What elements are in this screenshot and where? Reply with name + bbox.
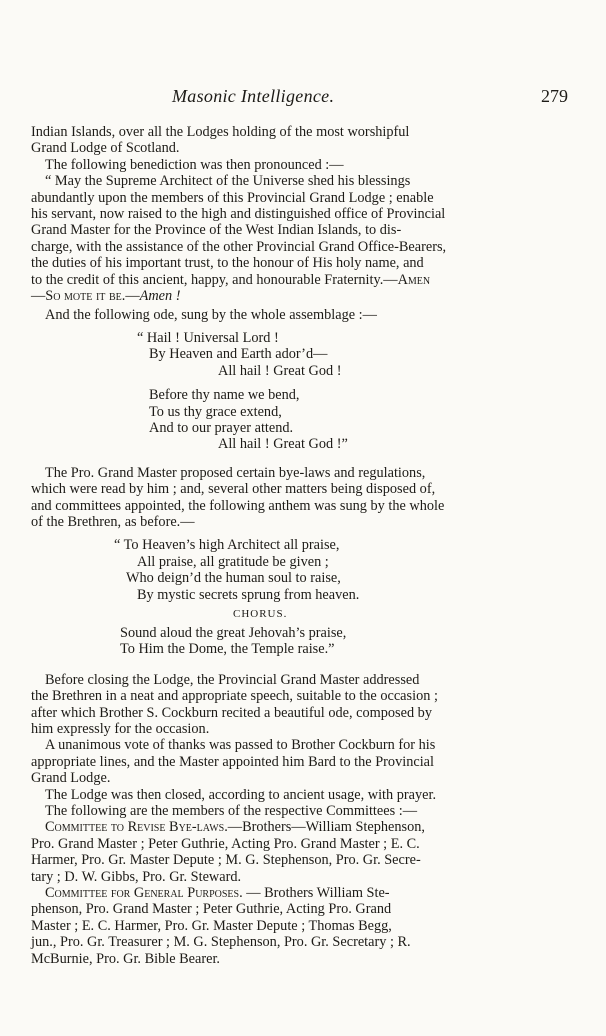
text-line: abundantly upon the members of this Provincial Grand Lodge ; enable (31, 189, 434, 206)
paragraph-benediction (31, 173, 576, 304)
paragraph-committee-general-purposes (31, 885, 576, 967)
text-line (31, 288, 576, 304)
text-line: which were read by him ; and, several other matters being disposed of, (31, 481, 436, 498)
amen-italic-text: Amen ! (139, 288, 181, 305)
text-line (31, 885, 576, 901)
text-line: appropriate lines, and the Master appointed him Bard to the Provincial (31, 753, 434, 770)
page-body (31, 124, 576, 967)
text-line: tary ; D. W. Gibbs, Pro. Gr. Steward. (31, 868, 242, 885)
verse-line: To us thy grace extend, (149, 403, 282, 420)
text-line: The Pro. Grand Master proposed certain bye-laws and regulations, (45, 464, 426, 481)
text-line: the duties of his important trust, to the honour of His holy name, and (31, 255, 424, 272)
verse-line: “ Hail ! Universal Lord ! (137, 329, 279, 346)
verse-line: And to our prayer attend. (149, 419, 294, 436)
text-line: his servant, now raised to the high and distinguished office of Provincial (31, 206, 446, 223)
text-segment: to the credit of this ancient, happy, and honourable Fraternity.— (31, 271, 398, 288)
verse-line: All hail ! Great God !” (218, 436, 348, 453)
verse-line: By mystic secrets sprung from heaven. (137, 586, 360, 603)
verse-line: By Heaven and Earth ador’d— (149, 346, 328, 363)
text-line: after which Brother S. Cockburn recited a beautiful ode, composed by (31, 704, 432, 721)
text-line (31, 272, 576, 288)
committee-heading: Committee for General Purposes. (45, 885, 243, 902)
so-mote-it-be-text: —So mote it be.— (31, 288, 140, 305)
text-line: and committees appointed, the following anthem was sung by the whole (31, 497, 445, 514)
text-segment: — Brothers William Ste- (242, 885, 390, 902)
paragraph-closing-address (31, 672, 576, 738)
paragraph-committees-intro: The following are the members of the respective Committees :— (45, 803, 418, 820)
text-line (31, 819, 576, 835)
text-line: Grand Master for the Province of the West Indian Islands, to dis- (31, 222, 402, 239)
verse-line: All praise, all gratitude be given ; (137, 553, 329, 570)
paragraph-lodge-closed: The Lodge was then closed, according to ancient usage, with prayer. (45, 786, 437, 803)
text-line: him expressly for the occasion. (31, 721, 210, 737)
anthem-verse (114, 537, 576, 657)
paragraph-continuation (31, 124, 576, 157)
text-line: Before closing the Lodge, the Provincial Grand Master addressed (45, 671, 420, 688)
text-line: Pro. Grand Master ; Peter Guthrie, Acting Pro. Grand Master ; E. C. (31, 835, 420, 852)
text-line: charge, with the assistance of the other Provincial Grand Office-Bearers, (31, 238, 447, 255)
paragraph-ode-intro: And the following ode, sung by the whole assemblage :— (45, 307, 377, 324)
chorus-label: CHORUS. (233, 607, 288, 620)
text-line: Harmer, Pro. Gr. Master Depute ; M. G. Stephenson, Pro. Gr. Secre- (31, 852, 421, 869)
paragraph-committee-bye-laws (31, 819, 576, 885)
page-number: 279 (541, 86, 568, 106)
amen-text: Amen (397, 271, 431, 288)
verse-line: To Him the Dome, the Temple raise.” (120, 641, 335, 658)
page-header (0, 86, 606, 110)
running-title: Masonic Intelligence. (172, 86, 335, 106)
text-line: Grand Lodge of Scotland. (31, 140, 180, 157)
paragraph-bye-laws (31, 465, 576, 531)
text-line: McBurnie, Pro. Gr. Bible Bearer. (31, 950, 221, 967)
text-line: the Brethren in a neat and appropriate speech, suitable to the occasion ; (31, 688, 438, 705)
verse-line: Before thy name we bend, (149, 387, 300, 404)
text-line: Grand Lodge. (31, 770, 111, 787)
text-line: Indian Islands, over all the Lodges holding of the most worshipful (31, 124, 410, 140)
paragraph-benediction-intro: The following benediction was then pronounced :— (45, 156, 344, 173)
text-line: “ May the Supreme Architect of the Universe shed his blessings (45, 173, 411, 190)
text-line: jun., Pro. Gr. Treasurer ; M. G. Stephenson, Pro. Gr. Secretary ; R. (31, 934, 411, 951)
verse-line: All hail ! Great God ! (218, 362, 342, 379)
verse-line: Who deign’d the human soul to raise, (126, 570, 341, 587)
text-line: of the Brethren, as before.— (31, 513, 195, 530)
text-line: Master ; E. C. Harmer, Pro. Gr. Master Depute ; Thomas Begg, (31, 917, 392, 934)
text-line: phenson, Pro. Grand Master ; Peter Guthrie, Acting Pro. Grand (31, 901, 392, 918)
text-line: A unanimous vote of thanks was passed to Brother Cockburn for his (45, 737, 436, 754)
verse-line: Sound aloud the great Jehovah’s praise, (120, 624, 347, 641)
text-segment: —Brothers—William Stephenson, (227, 819, 425, 836)
verse-line: “ To Heaven’s high Architect all praise, (114, 537, 340, 554)
ode-verse (137, 330, 576, 453)
paragraph-vote-of-thanks (31, 737, 576, 786)
committee-heading: Committee to Revise Bye-laws. (45, 819, 228, 836)
